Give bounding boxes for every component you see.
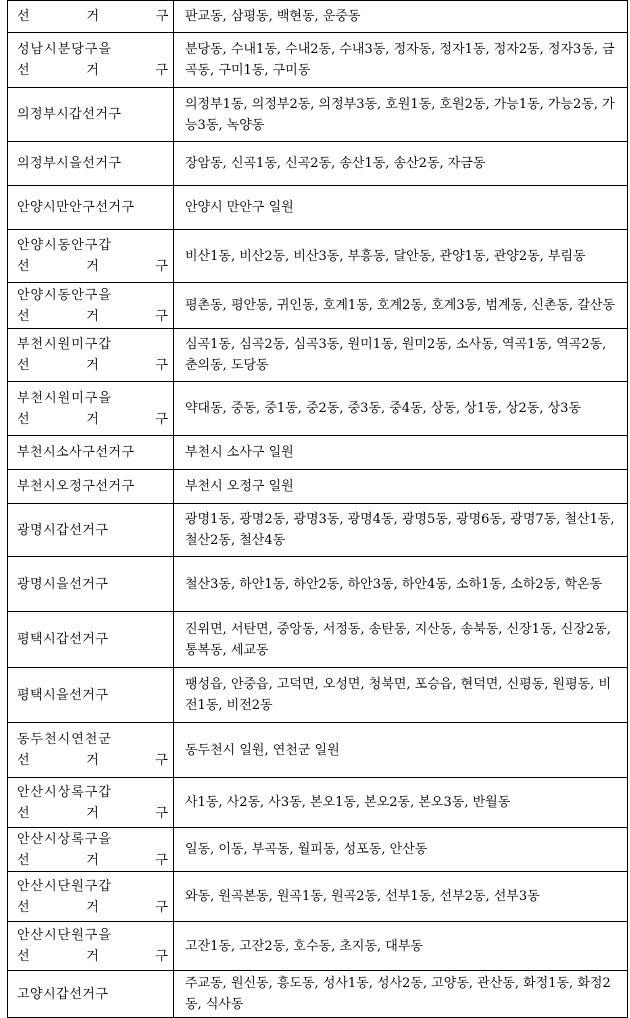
district-name-line: 부천시소사구선거구 [17,445,135,460]
district-name-cell [8,1,174,33]
district-name-line: 의정부시갑선거구 [17,107,122,122]
district-areas-cell: 사1동, 사2동, 사3동, 본오1동, 본오2동, 본오3동, 반월동 [174,778,628,828]
district-name-line: 광명시갑선거구 [17,522,109,538]
district-areas-cell: 안양시 만안구 일원 [174,186,628,230]
district-areas-cell: 일동, 이동, 부곡동, 월피동, 성포동, 안산동 [174,828,628,872]
district-name-cell [8,504,174,557]
table-row [8,33,628,88]
table-row [8,382,628,436]
table-row [8,142,628,186]
district-areas-cell: 팽성읍, 안중읍, 고덕면, 오성면, 청북면, 포승읍, 현덕면, 신평동, 원평동, 비전1동, 비전2동 [174,668,628,723]
district-name-cell [8,436,174,470]
district-name-line: 고양시갑선거구 [17,986,109,1002]
table-row [8,778,628,828]
district-name-line: 선 거 구 [17,852,169,868]
district-areas-cell: 진위면, 서탄면, 중앙동, 서정동, 송탄동, 지산동, 송북동, 신장1동, 신장2동, 통복동, 세교동 [174,612,628,668]
district-name-line: 선 거 구 [17,949,169,964]
table-row [8,186,628,230]
district-areas-cell: 동두천시 일원, 연천군 일원 [174,723,628,778]
district-name-cell [8,922,174,971]
district-name-line: 선 거 구 [17,805,169,821]
district-name-line: 평택시갑선거구 [17,632,109,647]
district-name-line: 선 거 구 [17,259,169,274]
district-areas-cell: 장암동, 신곡1동, 신곡2동, 송산1동, 송산2동, 자금동 [174,142,628,186]
table-row [8,88,628,142]
district-name-line: 안산시상록구갑 [17,784,112,800]
district-name-cell [8,88,174,142]
district-name-line: 부천시오정구선거구 [17,479,135,494]
district-name-cell [8,186,174,230]
district-areas-cell: 주교동, 원신동, 흥도동, 성사1동, 성사2동, 고양동, 관산동, 화정1동, 화정2동, 식사동 [174,971,628,1018]
district-name-line: 부천시원미구을 [17,390,112,406]
table-row [8,668,628,723]
district-name-line: 평택시을선거구 [17,687,109,703]
district-name-cell [8,470,174,504]
district-name-line: 안산시상록구을 [17,831,112,847]
district-name-line: 안산시단원구갑 [17,878,112,894]
district-name-line: 선 거 구 [17,411,169,427]
district-name-cell [8,872,174,922]
district-name-cell [8,283,174,329]
district-name-line: 부천시원미구갑 [17,337,112,352]
district-areas-cell: 심곡1동, 심곡2동, 심곡3동, 원미1동, 원미2동, 소사동, 역곡1동, 역곡2동, 춘의동, 도당동 [174,329,628,382]
district-name-cell [8,382,174,436]
table-row [8,329,628,382]
district-name-cell [8,230,174,283]
table-row [8,1,628,33]
district-name-line: 안양시동안구갑 [17,238,112,253]
district-name-line: 안산시단원구을 [17,928,112,943]
table-row [8,283,628,329]
district-name-cell [8,612,174,668]
district-areas-cell: 고잔1동, 고잔2동, 호수동, 초지동, 대부동 [174,922,628,971]
district-name-line: 선 거 구 [17,358,169,373]
table-row [8,971,628,1018]
district-areas-cell: 비산1동, 비산2동, 비산3동, 부흥동, 달안동, 관양1동, 관양2동, 부림동 [174,230,628,283]
table-row [8,922,628,971]
table-row [8,470,628,504]
district-name-cell [8,828,174,872]
district-name-line: 안양시만안구선거구 [17,200,135,215]
district-name-line: 선 거 구 [17,9,169,24]
table-row [8,828,628,872]
district-areas-cell: 분당동, 수내1동, 수내2동, 수내3동, 정자동, 정자1동, 정자2동, 정자3동, 금곡동, 구미1동, 구미동 [174,33,628,88]
district-name-line: 선 거 구 [17,899,169,915]
district-areas-cell: 와동, 원곡본동, 원곡1동, 원곡2동, 선부1동, 선부2동, 선부3동 [174,872,628,922]
table-row [8,872,628,922]
district-name-line: 동두천시연천군 [17,732,112,747]
district-name-cell [8,33,174,88]
district-name-cell [8,329,174,382]
district-areas-cell: 판교동, 삼평동, 백현동, 운중동 [174,1,628,33]
district-name-line: 광명시을선거구 [17,576,109,592]
table-row [8,504,628,557]
district-areas-cell: 의정부1동, 의정부2동, 의정부3동, 호원1동, 호원2동, 가능1동, 가능2동, 가능3동, 녹양동 [174,88,628,142]
table-row [8,436,628,470]
district-table [7,0,628,1018]
table-row [8,612,628,668]
table-row [8,723,628,778]
district-name-line: 선 거 구 [17,63,169,78]
district-areas-cell: 평촌동, 평안동, 귀인동, 호계1동, 호계2동, 호계3동, 범계동, 신촌동, 갈산동 [174,283,628,329]
district-name-line: 선 거 구 [17,308,169,324]
district-areas-cell: 부천시 오정구 일원 [174,470,628,504]
district-name-cell [8,971,174,1018]
district-areas-cell: 철산3동, 하안1동, 하안2동, 하안3동, 하안4동, 소하1동, 소하2동, 학온동 [174,557,628,612]
district-name-line: 안양시동안구을 [17,287,112,303]
district-name-cell [8,142,174,186]
district-name-cell [8,723,174,778]
district-name-cell [8,668,174,723]
table-row [8,557,628,612]
district-name-line: 선 거 구 [17,753,169,768]
district-rows [8,1,628,1018]
district-name-cell [8,557,174,612]
district-areas-cell: 광명1동, 광명2동, 광명3동, 광명4동, 광명5동, 광명6동, 광명7동, 철산1동, 철산2동, 철산4동 [174,504,628,557]
district-name-cell [8,778,174,828]
district-name-line: 의정부시을선거구 [17,156,122,171]
district-areas-cell: 약대동, 중동, 중1동, 중2동, 중3동, 중4동, 상동, 상1동, 상2동, 상3동 [174,382,628,436]
district-name-line: 성남시분당구을 [17,42,112,57]
table-row [8,230,628,283]
district-areas-cell: 부천시 소사구 일원 [174,436,628,470]
